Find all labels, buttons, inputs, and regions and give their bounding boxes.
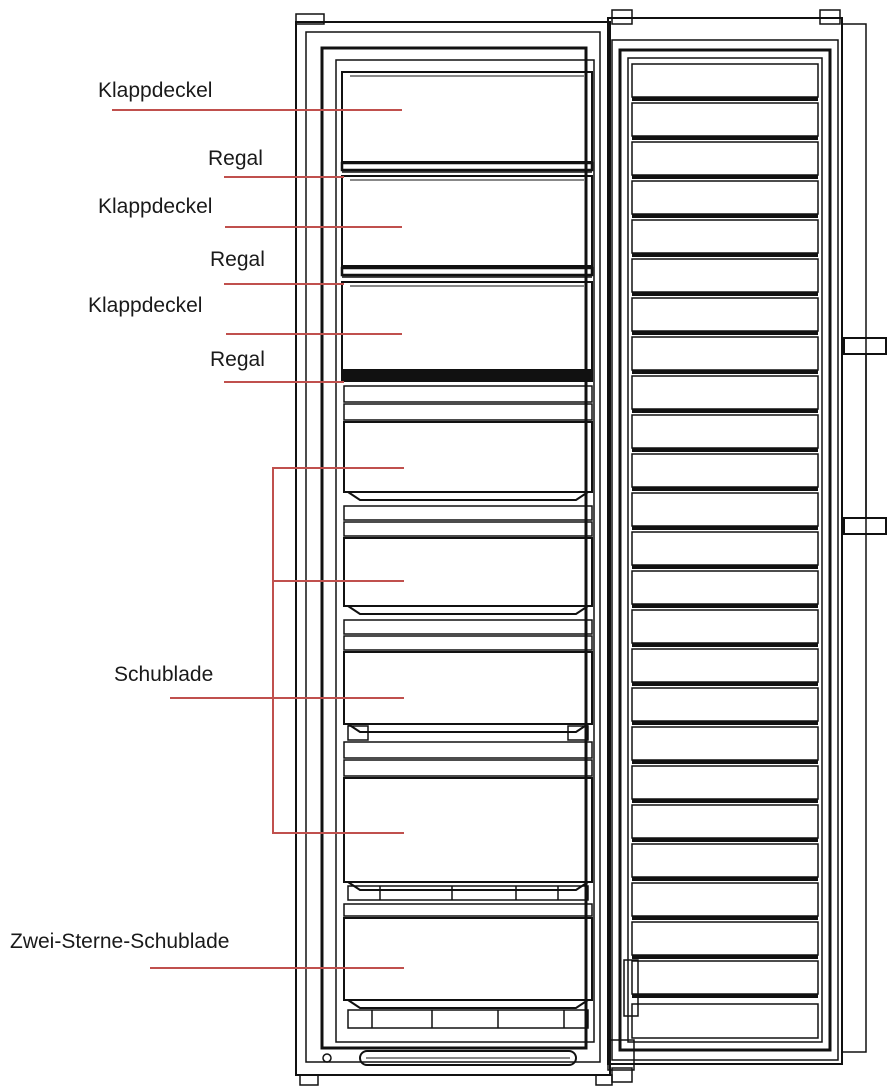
shelf-1 <box>342 163 592 172</box>
door-shelf <box>632 610 818 647</box>
shelf-2 <box>342 268 592 277</box>
leader-line-regal-1 <box>224 176 344 178</box>
door-shelf <box>632 64 818 101</box>
door-shelf <box>632 844 818 881</box>
door-shelf <box>632 649 818 686</box>
label-regal-2: Regal <box>210 248 265 271</box>
door-shelf <box>632 805 818 842</box>
bracket-line-drawer-1 <box>272 467 404 469</box>
schublade-bracket <box>272 467 274 832</box>
door-shelf <box>632 961 818 998</box>
door-shelf <box>632 883 818 920</box>
leader-line-regal-2 <box>224 283 344 285</box>
leader-line-klappdeckel-1 <box>112 109 402 111</box>
shelf-3 <box>342 371 592 381</box>
door-shelves <box>632 64 818 1038</box>
door-shelf <box>632 259 818 296</box>
bracket-line-drawer-3 <box>272 697 404 699</box>
door-shelf <box>632 454 818 491</box>
two-star-drawer <box>344 904 592 1028</box>
flap-compartment-2 <box>342 176 592 266</box>
drawer-4 <box>344 742 592 900</box>
door-shelf <box>632 181 818 218</box>
label-schublade: Schublade <box>114 663 214 686</box>
door-shelf <box>632 571 818 608</box>
bracket-line-drawer-4 <box>272 832 404 834</box>
label-klappdeckel-3: Klappdeckel <box>88 294 203 317</box>
label-klappdeckel-1: Klappdeckel <box>98 79 213 102</box>
label-regal-3: Regal <box>210 348 265 371</box>
door-bottom-bin <box>632 1004 818 1038</box>
door-shelf <box>632 220 818 257</box>
door-shelf <box>632 298 818 335</box>
door-shelf <box>632 142 818 179</box>
label-zwei-sterne-schublade: Zwei-Sterne-Schublade <box>10 930 230 953</box>
flap-compartment-1 <box>342 72 592 162</box>
leader-line-regal-3 <box>224 381 344 383</box>
drawer-1 <box>344 386 592 500</box>
leader-line-klappdeckel-2 <box>225 226 402 228</box>
label-klappdeckel-2: Klappdeckel <box>98 195 213 218</box>
leader-line-klappdeckel-3 <box>226 333 402 335</box>
door-shelf <box>632 727 818 764</box>
door-shelf <box>632 493 818 530</box>
door <box>608 10 886 1082</box>
leader-line-zwei-sterne-schublade <box>150 967 404 969</box>
door-shelf <box>632 103 818 140</box>
bracket-line-drawer-2 <box>272 580 404 582</box>
flap-compartment-3 <box>342 282 592 370</box>
door-shelf <box>632 688 818 725</box>
leader-line-schublade <box>170 697 272 699</box>
door-shelf <box>632 766 818 803</box>
drawer-3 <box>344 620 592 740</box>
door-shelf <box>632 922 818 959</box>
door-shelf <box>632 376 818 413</box>
door-shelf <box>632 415 818 452</box>
drawer-2 <box>344 506 592 614</box>
door-shelf <box>632 337 818 374</box>
label-regal-1: Regal <box>208 147 263 170</box>
door-shelf <box>632 532 818 569</box>
